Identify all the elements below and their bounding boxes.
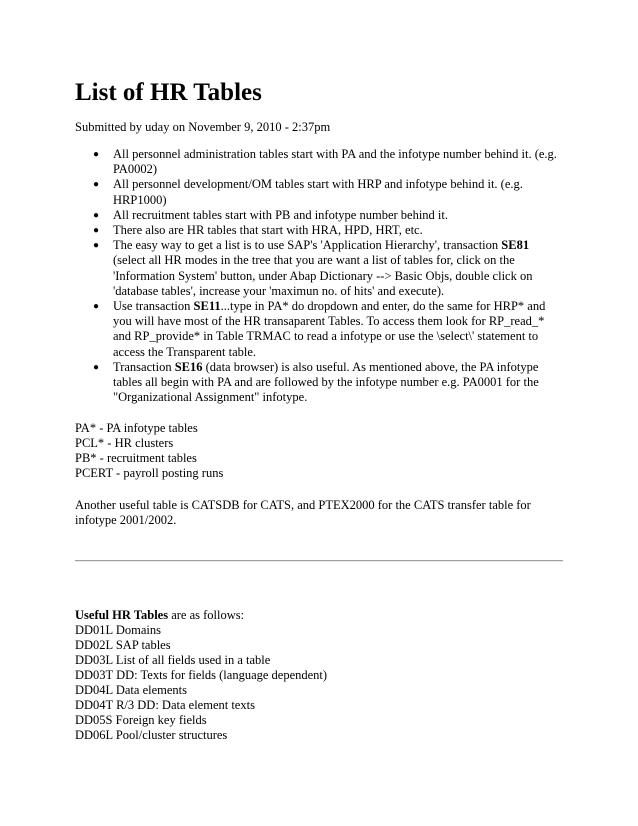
bullet-item: ● All personnel administration tables start with PA and the infotype number behind it. (e.g. PA0002) bbox=[93, 147, 557, 177]
bullet-item: ● Use transaction SE11...type in PA* do dropdown and enter, do the same for HRP* and you will have most of the HR transaparent Tables. To access them look for RP_read_* and RP_provide* in Table TRMAC to read a infotype or use the \select\' statement to access the Transparent table. bbox=[93, 299, 546, 359]
section-divider bbox=[75, 560, 563, 562]
table-prefix-list bbox=[75, 421, 565, 481]
table-entry: DD06L Pool/cluster structures bbox=[75, 728, 228, 742]
bullet-icon: ● bbox=[93, 149, 100, 160]
bullet-item: ● Transaction SE16 (data browser) is also useful. As mentioned above, the PA infotype tables all begin with PA and are followed by the infotype number e.g. PA0001 for the "Organizational Assignment" infotype. bbox=[93, 359, 539, 405]
bullet-item: ● The easy way to get a list is to use SAP's 'Application Hierarchy', transaction SE81 (select all HR modes in the tree that you are want a list of tables for, click on the 'Information System' button, under Abap Dictionary --> Basic Objs, double click on 'database tables', increase your 'maximun no. of hits' and execute). bbox=[93, 238, 533, 298]
prefix-line: PB* - recruitment tables bbox=[75, 451, 197, 466]
document-body bbox=[75, 78, 565, 528]
table-entry: DD04L Data elements bbox=[75, 683, 187, 697]
bullet-list bbox=[75, 147, 565, 405]
submitted-line: Submitted by uday on November 9, 2010 - 2:37pm bbox=[75, 120, 331, 134]
bullet-item: ● There also are HR tables that start with HRA, HPD, HRT, etc. bbox=[93, 223, 423, 238]
bullet-icon: ● bbox=[93, 179, 100, 191]
transaction-code: SE16 bbox=[174, 359, 203, 374]
page-title: List of HR Tables bbox=[75, 79, 262, 106]
bullet-item: ● All personnel development/OM tables start with HRP and infotype behind it. (e.g. HRP1000) bbox=[93, 177, 523, 207]
prefix-line: PCL* - HR clusters bbox=[75, 436, 174, 451]
bullet-icon: ● bbox=[93, 225, 100, 237]
prefix-line: PCERT - payroll posting runs bbox=[75, 466, 224, 481]
transaction-code: SE81 bbox=[501, 238, 530, 253]
useful-heading: Useful HR Tables are as follows: bbox=[75, 608, 245, 622]
bullet-icon: ● bbox=[93, 361, 100, 373]
table-entry: DD01L Domains bbox=[75, 623, 161, 637]
table-entry: DD05S Foreign key fields bbox=[75, 713, 207, 727]
table-entry: DD04T R/3 DD: Data element texts bbox=[75, 698, 255, 712]
useful-tables-section bbox=[75, 608, 565, 743]
table-entry: DD02L SAP tables bbox=[75, 638, 171, 652]
prefix-line: PA* - PA infotype tables bbox=[75, 421, 198, 436]
transaction-code: SE11 bbox=[193, 299, 221, 314]
bullet-item: ● All recruitment tables start with PB and infotype number behind it. bbox=[93, 207, 449, 222]
bullet-icon: ● bbox=[93, 240, 100, 252]
table-entry: DD03T DD: Texts for fields (language dependent) bbox=[75, 668, 328, 682]
table-entry: DD03L List of all fields used in a table bbox=[75, 653, 271, 667]
catsdb-note: Another useful table is CATSDB for CATS, and PTEX2000 for the CATS transfer table for infotype 2001/2002. bbox=[75, 498, 531, 528]
bullet-icon: ● bbox=[93, 301, 100, 313]
bullet-icon: ● bbox=[93, 209, 100, 221]
